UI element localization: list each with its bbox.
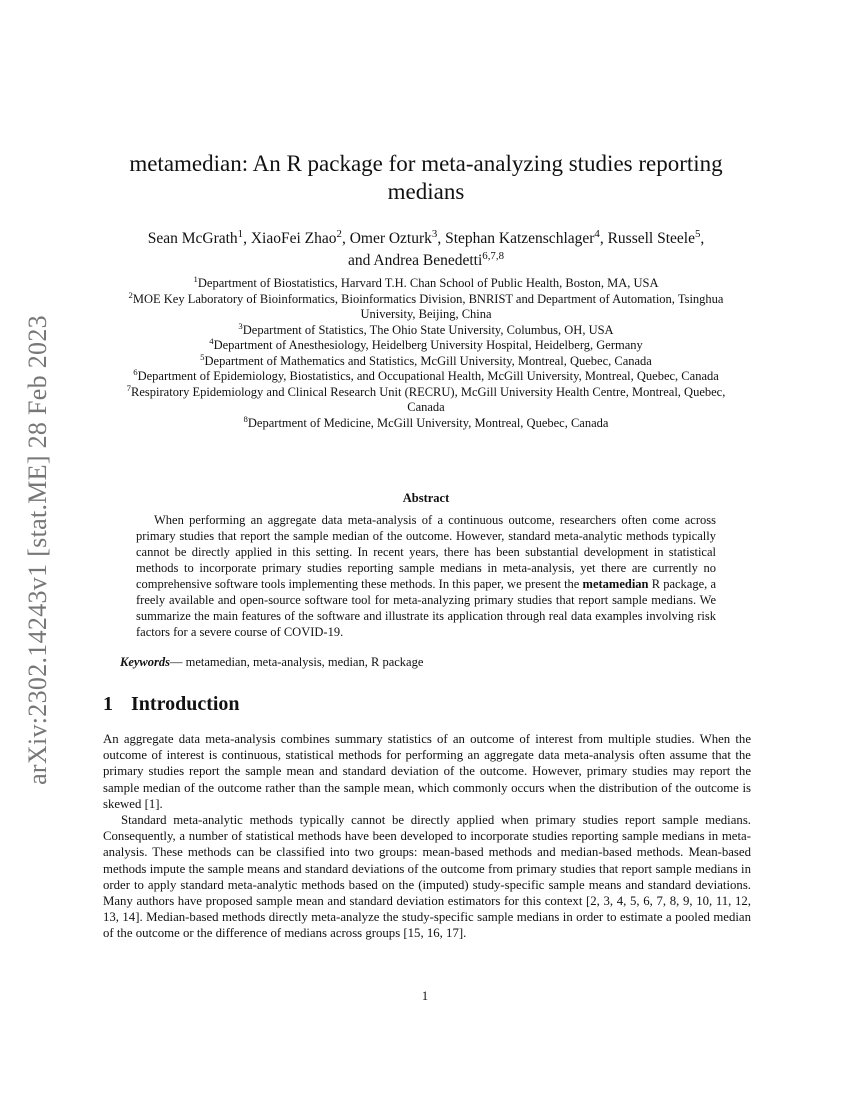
paragraph: An aggregate data meta-analysis combines summary statistics of an outcome of interest from multiple studies. When the outcome of interest is continuous, statistical methods for performing an aggregate data meta-analysis often assume that the primary studies report the sample mean and standard deviation of the outcome. However, primary studies may report the sample median of the outcome rather than the sample mean, which commonly occurs when the distribution of the outcome is skewed [1]. (103, 732, 751, 811)
author: Sean McGrath$^1$, (147, 228, 251, 247)
author: and Andrea Benedetti$^{6,7,8}$ (348, 250, 504, 269)
keywords-text: metamedian, meta-analysis, median, R package (185, 655, 424, 669)
affiliation: $^3$Department of Statistics, The Ohio State University, Columbus, OH, USA (238, 320, 614, 337)
introduction-body (103, 731, 751, 942)
keywords-line: Keywords— metamedian, meta-analysis, median, R package (120, 655, 424, 669)
author-list (100, 228, 752, 272)
section-number: 1 (103, 693, 113, 715)
affiliation: $^2$MOE Key Laboratory of Bioinformatics, Bioinformatics Division, BNRIST and Department of Automation, Tsinghua University, Beijing, China (128, 289, 724, 321)
paper-title: metamedian: An R package for meta-analyzing studies reporting medians (129, 151, 723, 204)
affiliation: $^8$Department of Medicine, McGill University, Montreal, Quebec, Canada (243, 413, 609, 430)
author: Stephan Katzenschlager$^4$, (445, 228, 608, 247)
section-heading-introduction (103, 693, 240, 716)
keywords-label: Keywords (120, 655, 170, 669)
author: Russell Steele$^5$, (607, 228, 705, 247)
affiliation: $^1$Department of Biostatistics, Harvard T.H. Chan School of Public Health, Boston, MA, USA (193, 274, 659, 290)
package-name: metamedian (582, 577, 649, 591)
affiliation: $^4$Department of Anesthesiology, Heidelberg University Hospital, Heidelberg, Germany (209, 336, 643, 352)
abstract-text: When performing an aggregate data meta-analysis of a continuous outcome, researchers often come across primary studies that report the sample median of the outcome. However, standard meta-analytic methods typically cannot be directly applied in this setting. In recent years, there has been substantial development in statistical methods to incorporate primary studies reporting sample medians in meta-analysis, yet there are currently no comprehensive software tools implementing these methods. In this paper, we present the metamedian R package, a freely available and open-source software tool for meta-analyzing primary studies that report sample medians. We summarize the main features of the software and illustrate its application through real data examples involving risk factors for a severe course of COVID-19. (136, 513, 716, 639)
arxiv-id-text: arXiv:2302.14243v1 [stat.ME] 28 Feb 2023 (23, 315, 52, 785)
affiliation: $^6$Department of Epidemiology, Biostatistics, and Occupational Health, McGill University, Montreal, Quebec, Canada (133, 367, 719, 383)
section-title: Introduction (131, 693, 240, 715)
arxiv-identifier-stamp (8, 250, 68, 850)
author: XiaoFei Zhao$^2$, (250, 228, 350, 247)
affiliation-list (110, 276, 742, 431)
affiliation: $^7$Respiratory Epidemiology and Clinical Research Unit (RECRU), McGill University Health Centre, Montreal, Quebec, Canada (126, 382, 726, 414)
affiliation: $^5$Department of Mathematics and Statistics, McGill University, Montreal, Quebec, Canada (200, 351, 652, 368)
author: Omer Ozturk$^3$, (349, 228, 446, 247)
abstract-heading: Abstract (402, 491, 450, 505)
paragraph: Standard meta-analytic methods typically cannot be directly applied when primary studies report sample medians. Consequently, a number of statistical methods have been developed to incorporate studies reporting sample medians in meta-analysis. These methods can be classified into two groups: mean-based methods and median-based methods. Mean-based methods impute the sample means and standard deviations of the outcome from primary studies that report sample medians in order to apply standard meta-analytic methods based on the (imputed) study-specific sample means and standard deviations. Many authors have proposed sample mean and standard deviation estimators for this context [2, 3, 4, 5, 6, 7, 8, 9, 10, 11, 12, 13, 14]. Median-based methods directly meta-analyze the study-specific sample medians in order to estimate a pooled median of the outcome or the difference of medians across groups [15, 16, 17]. (103, 813, 751, 941)
page-number: 1 (421, 989, 429, 1003)
